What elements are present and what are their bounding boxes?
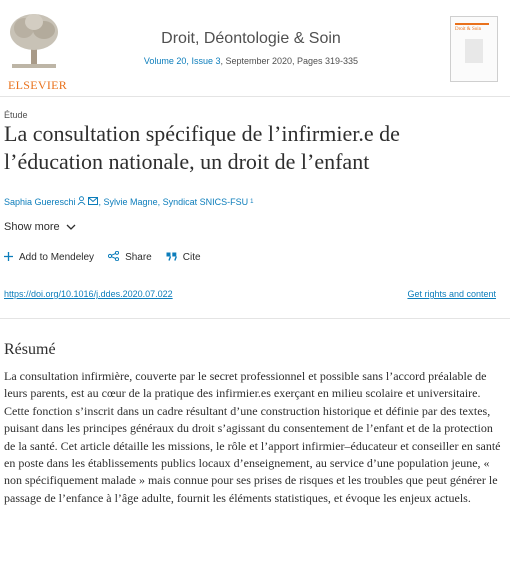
article-title: La consultation spécifique de l’infirmier.e de l’éducation nationale, un droit de l’enfant (4, 121, 400, 174)
article-actions (4, 251, 215, 264)
add-to-mendeley-button[interactable] (4, 252, 94, 264)
envelope-icon[interactable] (88, 197, 98, 207)
section-divider (0, 318, 510, 319)
elsevier-logo[interactable] (4, 10, 68, 92)
abstract-text: La consultation infirmière, couverte par le secret professionnel et possible sans l’accord préalable de leurs parents, est au cœur de la pratique des infirmier.es exerçant en milieu scolaire et universitaire. Cette fonction s’inscrit dans un cadre résultant d’une construction historique et définie par des textes, puisant dans les principes généraux du droit s’agissant du consentement de l’enfant et de la protection de la santé. Cet article détaille les missions, le rôle et l’apport infirmier–éducateur et conseiller en santé en poste dans les établissements publics locaux d’enseignement, au service d’une population jeune, « non spécifiquement malade » mais connue pour ses prises de risques et les troubles que peut générer le passage de l’enfance à l’âge adulte, fournit les éléments statistiques, et évoque les enjeux actuels. (4, 369, 501, 505)
journal-info (70, 30, 432, 66)
quote-icon (166, 252, 177, 264)
person-icon[interactable] (77, 196, 86, 207)
show-more-button[interactable] (4, 221, 76, 233)
cite-label: Cite (182, 252, 201, 263)
journal-title[interactable]: Droit, Déontologie & Soin (161, 30, 341, 47)
cite-button[interactable] (166, 252, 201, 264)
share-button[interactable] (108, 251, 152, 264)
affiliation-marker[interactable]: 1 (250, 198, 254, 205)
show-more-label: Show more (4, 221, 60, 233)
author-list (4, 196, 253, 207)
mendeley-label: Add to Mendeley (19, 252, 95, 263)
publisher-name: ELSEVIER (8, 78, 68, 92)
doi-link[interactable]: https://doi.org/10.1016/j.ddes.2020.07.022 (4, 289, 173, 299)
author-link[interactable]: Saphia Guereschi (4, 196, 76, 207)
rights-link[interactable]: Get rights and content (407, 289, 496, 299)
share-label: Share (125, 252, 152, 263)
journal-cover[interactable] (450, 16, 498, 82)
article-header (0, 0, 510, 97)
journal-meta (70, 56, 432, 66)
co-authors[interactable]: , Sylvie Magne, Syndicat SNICS-FSU (98, 196, 249, 207)
volume-issue-link[interactable]: Volume 20, Issue 3 (143, 56, 221, 66)
chevron-down-icon (66, 224, 76, 230)
share-icon (108, 251, 119, 264)
elsevier-tree-logo-icon (4, 10, 64, 72)
cover-title: Droit & Soin (455, 27, 482, 32)
publication-info: , September 2020, Pages 319-335 (220, 56, 359, 66)
cover-image (465, 39, 483, 63)
plus-icon (4, 252, 13, 264)
article-type: Étude (4, 110, 28, 120)
abstract-heading: Résumé (4, 341, 56, 358)
cover-stripe (455, 23, 489, 25)
